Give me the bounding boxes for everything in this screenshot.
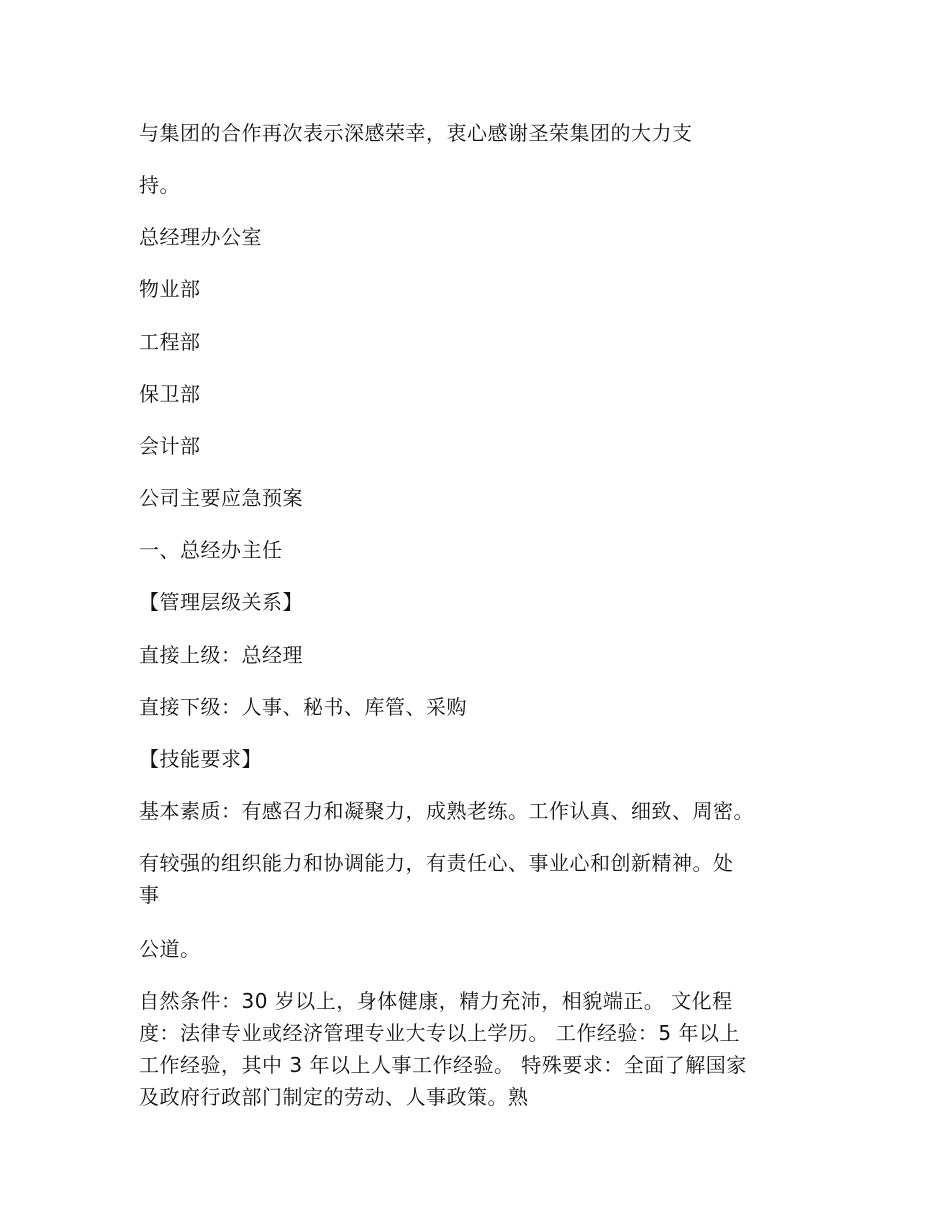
department-security: 保卫部 xyxy=(139,382,201,406)
conditions-line-2: 度：法律专业或经济管理专业大专以上学历。 工作经验：5 年以上 xyxy=(139,1021,740,1045)
basic-qualities-line: 基本素质：有感召力和凝聚力，成熟老练。工作认真、细致、周密。 xyxy=(139,799,754,823)
conditions-line-3: 工作经验，其中 3 年以上人事工作经验。 特殊要求：全面了解国家 xyxy=(139,1053,747,1077)
section-title-emergency-plans: 公司主要应急预案 xyxy=(139,486,303,510)
department-accounting: 会计部 xyxy=(139,434,201,458)
conditions-line-4: 及政府行政部门制定的劳动、人事政策。熟 xyxy=(139,1085,529,1109)
text-line-1: 与集团的合作再次表示深感荣幸，衷心感谢圣荣集团的大力支 xyxy=(139,121,693,145)
direct-superior-line: 直接上级：总经理 xyxy=(139,643,303,667)
department-engineering: 工程部 xyxy=(139,330,201,354)
conditions-line-1: 自然条件：30 岁以上，身体健康，精力充沛，相貌端正。 文化程 xyxy=(139,989,733,1013)
direct-subordinates-line: 直接下级：人事、秘书、库管、采购 xyxy=(139,695,467,719)
department-property: 物业部 xyxy=(139,277,201,301)
abilities-line-wrap: 事 xyxy=(139,883,160,907)
abilities-line: 有较强的组织能力和协调能力，有责任心、事业心和创新精神。处 xyxy=(139,851,734,875)
section-heading-office-director: 一、总经办主任 xyxy=(139,538,283,562)
text-line-2: 持。 xyxy=(139,173,180,197)
subheading-skill-requirements: 【技能要求】 xyxy=(139,747,262,771)
subheading-management-hierarchy: 【管理层级关系】 xyxy=(139,590,303,614)
department-general-office: 总经理办公室 xyxy=(139,225,262,249)
fairness-line: 公道。 xyxy=(139,937,201,961)
